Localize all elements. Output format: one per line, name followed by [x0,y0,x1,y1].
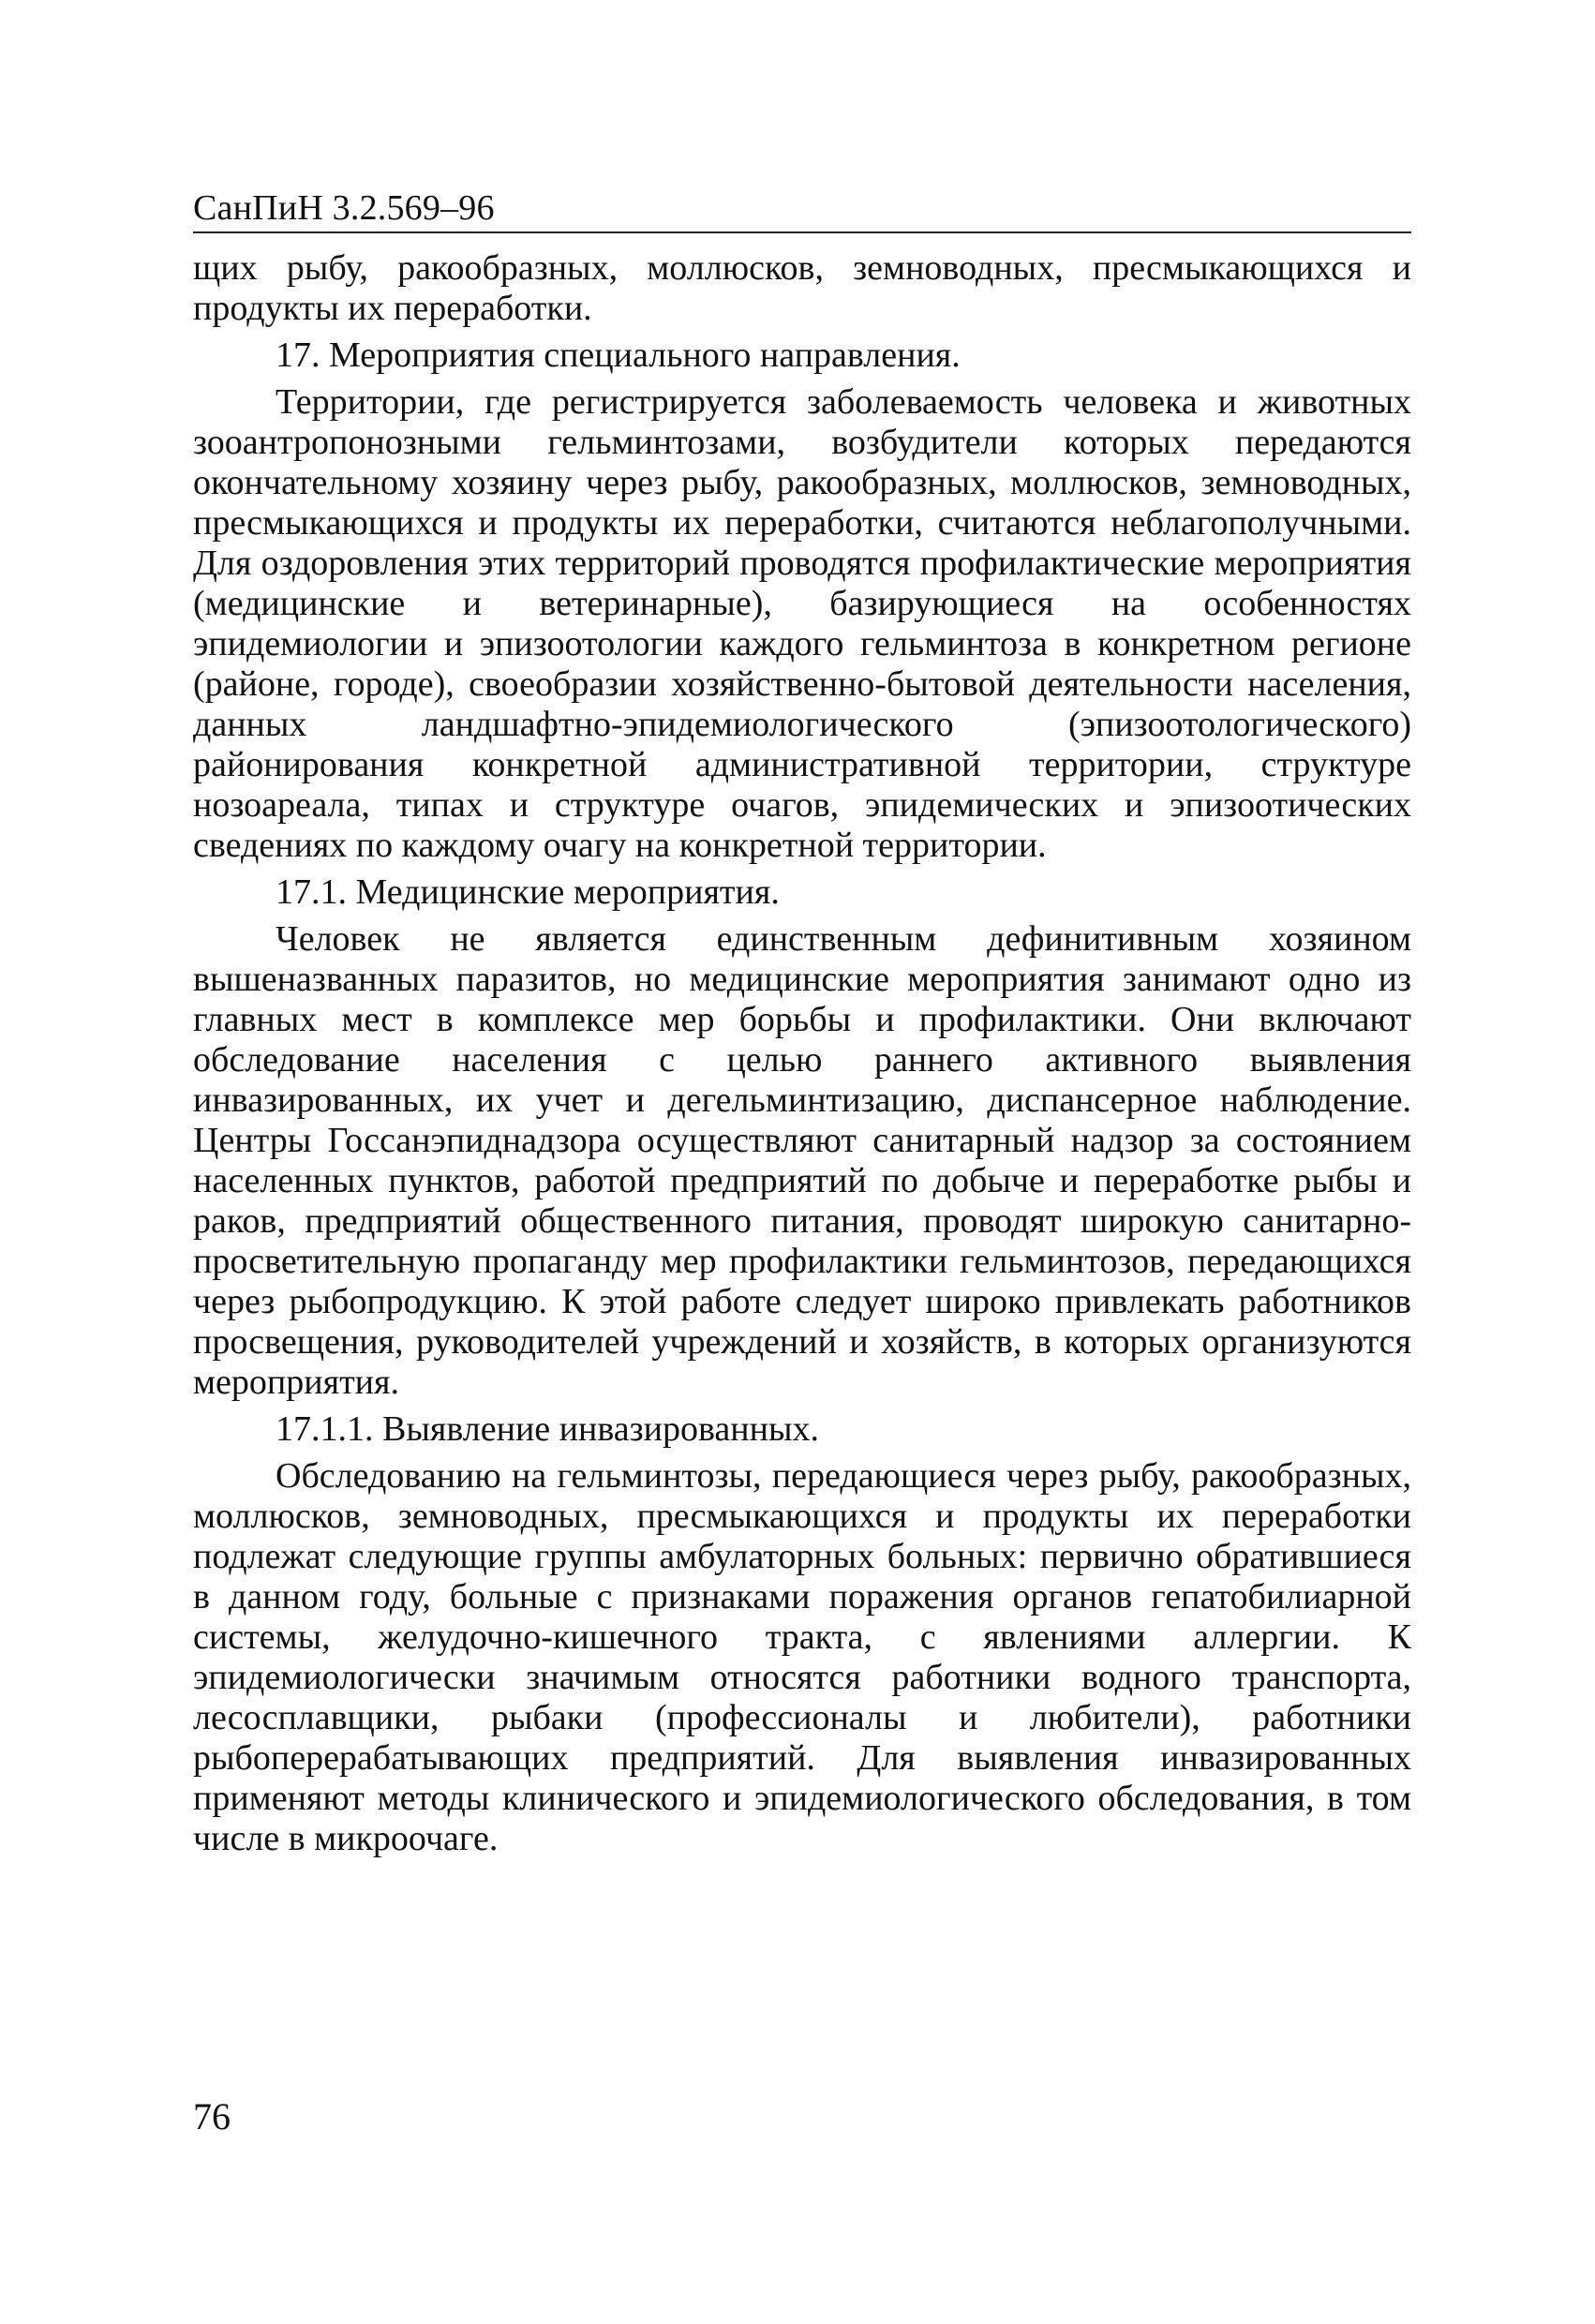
section-heading-17: 17. Мероприятия специального направления. [276,335,961,375]
paragraph-territories: Территории, где регистрируется заболеваемость человека и животных зооантропонозными гельминтозами, возбудители которых передаются окончательному хозяину через рыбу, ракообразных, моллюсков, земноводных, пресмыкающихся и продукты их переработки, считаются неблагополучными. Для оздоровления этих территорий проводятся профилактические мероприятия (медицинские и ветеринарные), базирующиеся на особенностях эпидемиологии и эпизоотологии каждого гельминтоза в конкретном регионе (районе, городе), своеобразии хозяйственно-бытовой деятельности населения, данных ландшафтно-эпидемиологического (эпизоотологического) районирования конкретной административной территории, структуре нозоареала, типах и структуре очагов, эпидемических и эпизоотических сведениях по каждому очагу на конкретной территории. [193,382,1411,865]
paragraph-medical-measures: Человек не является единственным дефинитивным хозяином вышеназванных паразитов, но медицинские мероприятия занимают одно из главных мест в комплексе мер борьбы и профилактики. Они включают обследование населения с целью раннего активного выявления инвазированных, их учет и дегельминтизацию, диспансерное наблюдение. Центры Госсанэпиднадзора осуществляют санитарный надзор за состоянием населенных пунктов, работой предприятий по добыче и переработке рыбы и раков, предприятий общественного питания, проводят широкую санитарно-просветительную пропаганду мер профилактики гельминтозов, передающихся через рыбопродукцию. К этой работе следует широко привлекать работников просвещения, руководителей учреждений и хозяйств, в которых организуются мероприятия. [193,919,1411,1402]
header-divider [193,231,1411,233]
page-number: 76 [193,2095,231,2138]
body-text [193,248,1411,1859]
paragraph-detection: Обследованию на гельминтозы, передающиеся через рыбу, ракообразных, моллюсков, земноводных, пресмыкающихся и продукты их переработки подлежат следующие группы амбулаторных больных: первично обратившиеся в данном году, больные с признаками поражения органов гепатобилиарной системы, желудочно-кишечного тракта, с явлениями аллергии. К эпидемиологически значимым относятся работники водного транспорта, лесосплавщики, рыбаки (профессионалы и любители), работники рыбоперерабатывающих предприятий. Для выявления инвазированных применяют методы клинического и эпидемиологического обследования, в том числе в микроочаге. [193,1456,1411,1858]
paragraph-continuation: щих рыбу, ракообразных, моллюсков, земноводных, пресмыкающихся и продукты их переработки. [193,248,1411,328]
running-header: СанПиН 3.2.569–96 [193,188,495,228]
section-heading-17-1-1: 17.1.1. Выявление инвазированных. [276,1409,820,1449]
section-heading-17-1: 17.1. Медицинские мероприятия. [276,872,780,912]
